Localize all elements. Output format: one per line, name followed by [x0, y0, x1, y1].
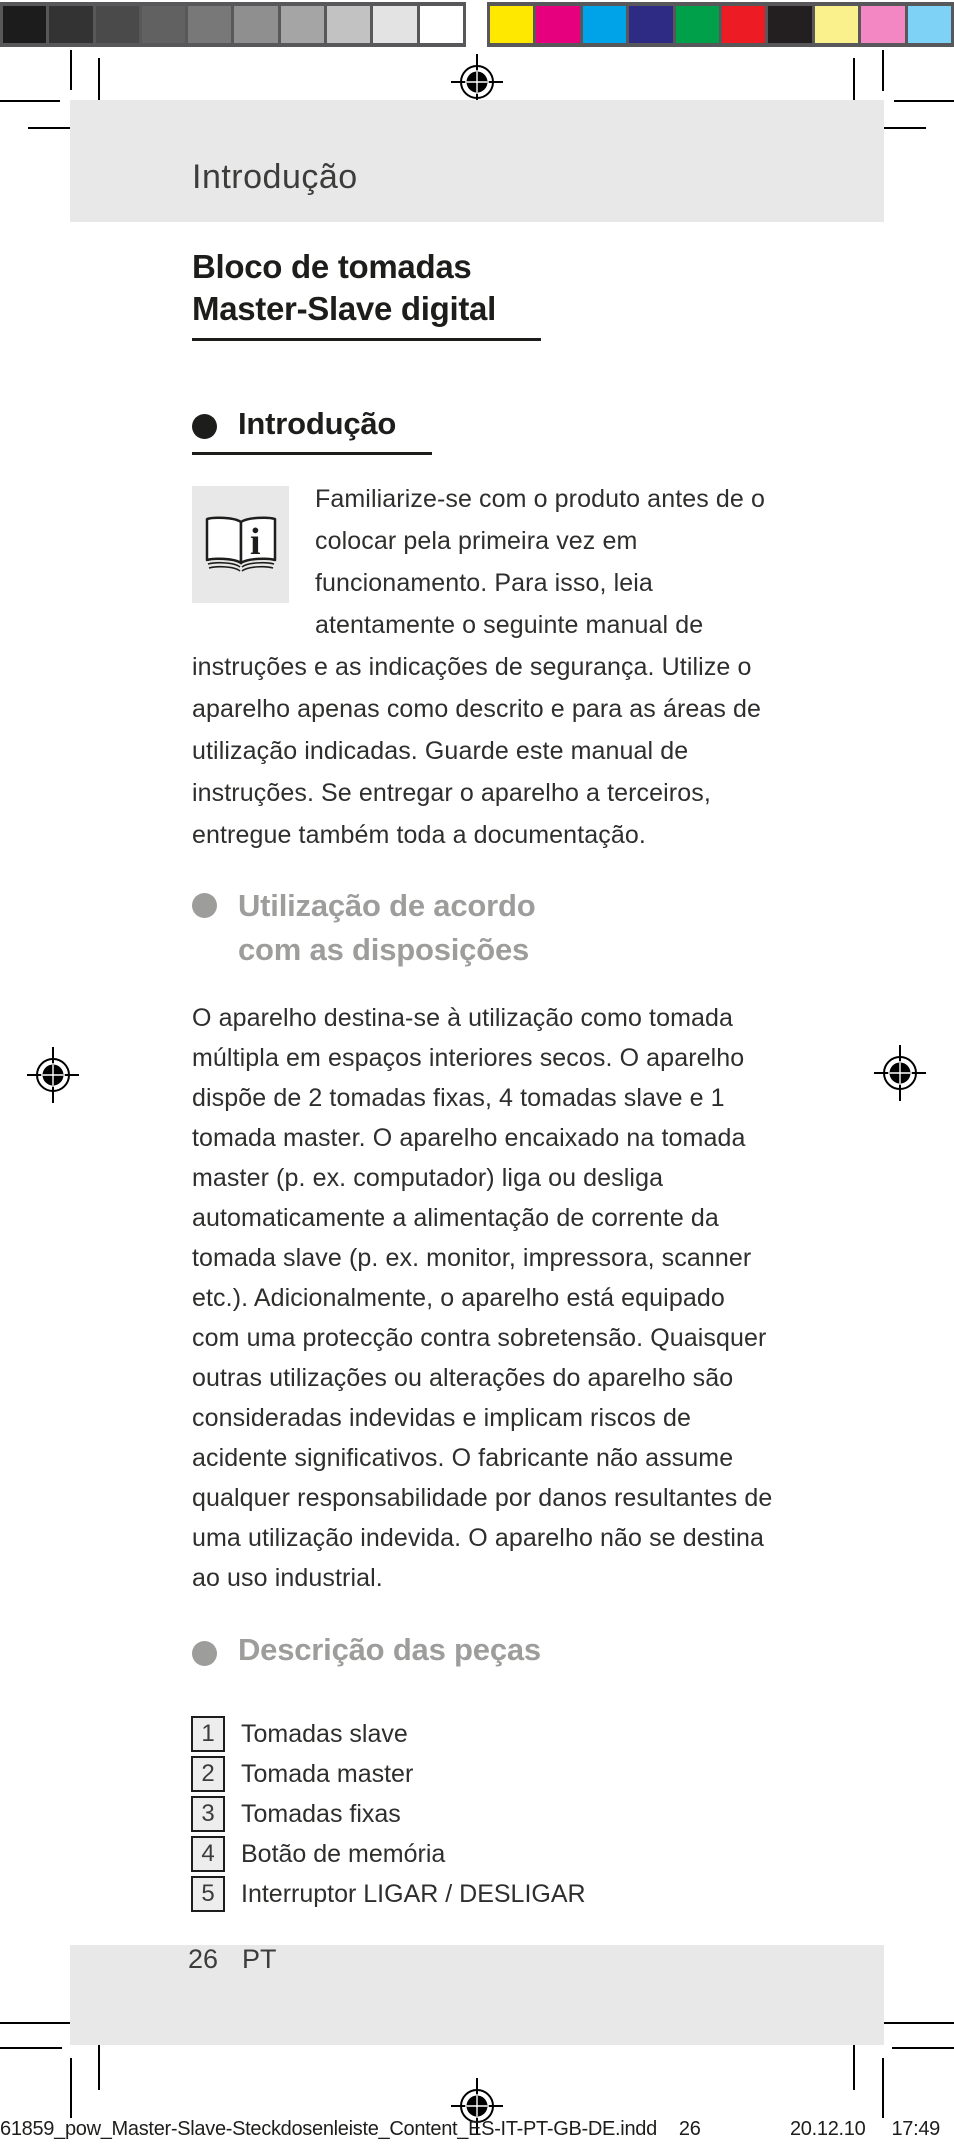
slug-date: 20.12.10 — [789, 2118, 866, 2140]
calibration-swatch — [583, 6, 626, 43]
calibration-swatch — [49, 6, 92, 43]
section-bullet-icon — [192, 1641, 217, 1666]
part-label: Tomada master — [241, 1759, 414, 1788]
crop-mark — [894, 100, 954, 102]
crop-mark — [70, 2058, 72, 2118]
intended-use-heading-line2: com as disposições — [238, 932, 530, 967]
parts-list — [191, 1714, 586, 1914]
grayscale-calibration-bar — [0, 2, 466, 47]
calibration-swatch — [142, 6, 185, 43]
page-footer — [188, 1944, 277, 1975]
section-bullet-icon — [192, 414, 217, 439]
running-header-title: Introdução — [192, 158, 358, 196]
calibration-swatch — [536, 6, 579, 43]
intended-use-paragraph: O aparelho destina-se à utilização como tomada múltipla em espaços interiores secos. O aparelho dispõe de 2 tomadas fixas, 4 tomadas slave e 1 tomada master. O aparelho encaixado na tomada master (p. ex. computador) liga ou desliga automaticamente a alimentação de corrente da tomada slave (p. ex. monitor, impressora, scanner etc.). Adicionalmente, o aparelho está equipado com uma protecção contra sobretensão. Quaisquer outras utilizações ou alterações do aparelho são consideradas indevidas e implicam riscos de acidente significativos. O fabricante não assume qualquer responsabilidade por danos resultantes de uma utilização indevida. O aparelho não se destina ao uso industrial. — [192, 1004, 773, 1592]
crop-mark — [98, 2040, 100, 2090]
manual-book-icon — [192, 486, 289, 603]
calibration-swatch — [96, 6, 139, 43]
part-number-box: 3 — [191, 1796, 225, 1832]
crop-mark — [853, 2040, 855, 2090]
intended-use-heading-line1: Utilização de acordo — [238, 888, 536, 923]
crop-mark — [0, 2047, 62, 2049]
slug-filename: 61859_pow_Master-Slave-Steckdosenleiste_Content_ES-IT-PT-GB-DE.indd — [0, 2118, 657, 2140]
registration-mark-icon — [23, 1045, 83, 1105]
crop-mark — [892, 2047, 954, 2049]
introduction-paragraph-text: Familiarize-se com o produto antes de o colocar pela primeira vez em funcionamento. Para isso, leia atentamente o seguinte manual de instruções e as indicações de segurança. Utilize o aparelho apenas como descrito e para as áreas de utilização indicadas. Guarde este manual de instruções. Se entregar o aparelho a terceiros, entregue também toda a documentação. — [192, 485, 765, 849]
crop-mark — [877, 2022, 954, 2024]
part-label: Tomadas fixas — [241, 1799, 401, 1828]
calibration-swatch — [676, 6, 719, 43]
part-label: Botão de memória — [241, 1839, 446, 1868]
slug-filename-line — [0, 2118, 701, 2141]
section-bullet-icon — [192, 893, 217, 918]
calibration-swatch — [188, 6, 231, 43]
document-title — [192, 246, 496, 330]
part-label: Tomadas slave — [241, 1719, 408, 1748]
running-header-band — [70, 100, 884, 222]
calibration-swatch — [281, 6, 324, 43]
color-calibration-bar — [487, 2, 954, 47]
calibration-swatch — [234, 6, 277, 43]
slug-datetime — [790, 2118, 940, 2141]
part-list-item — [191, 1874, 586, 1914]
part-label: Interruptor LIGAR / DESLIGAR — [241, 1879, 586, 1908]
section-heading-parts: Descrição das peças — [238, 1632, 541, 1667]
part-number-box: 4 — [191, 1836, 225, 1872]
document-title-line2: Master-Slave digital — [192, 290, 496, 327]
calibration-swatch — [3, 6, 46, 43]
document-title-line1: Bloco de tomadas — [192, 248, 472, 285]
slug-time: 17:49 — [891, 2118, 940, 2140]
registration-mark-icon — [870, 1043, 930, 1103]
calibration-swatch — [908, 6, 951, 43]
calibration-swatch — [861, 6, 904, 43]
crop-mark — [882, 2058, 884, 2118]
part-list-item — [191, 1834, 586, 1874]
crop-mark — [882, 50, 884, 91]
crop-mark — [0, 100, 60, 102]
calibration-swatch — [815, 6, 858, 43]
calibration-swatch — [420, 6, 463, 43]
part-list-item — [191, 1794, 586, 1834]
language-code: PT — [242, 1944, 277, 1974]
calibration-swatch — [327, 6, 370, 43]
section-heading-introduction: Introdução — [238, 406, 397, 441]
introduction-underline — [192, 452, 432, 455]
part-number-box: 1 — [191, 1716, 225, 1752]
part-list-item — [191, 1754, 586, 1794]
part-number-box: 5 — [191, 1876, 225, 1912]
calibration-swatch — [490, 6, 533, 43]
crop-mark — [70, 50, 72, 90]
slug-page-number: 26 — [678, 2118, 701, 2140]
page-number: 26 — [188, 1944, 219, 1974]
introduction-paragraph — [192, 478, 774, 856]
calibration-swatch — [373, 6, 416, 43]
crop-mark — [0, 2022, 77, 2024]
section-heading-intended-use — [238, 884, 535, 972]
calibration-swatch — [629, 6, 672, 43]
part-number-box: 2 — [191, 1756, 225, 1792]
calibration-swatch — [722, 6, 765, 43]
svg-text:i: i — [249, 520, 261, 563]
part-list-item — [191, 1714, 586, 1754]
calibration-swatch — [768, 6, 811, 43]
title-underline — [192, 338, 541, 341]
